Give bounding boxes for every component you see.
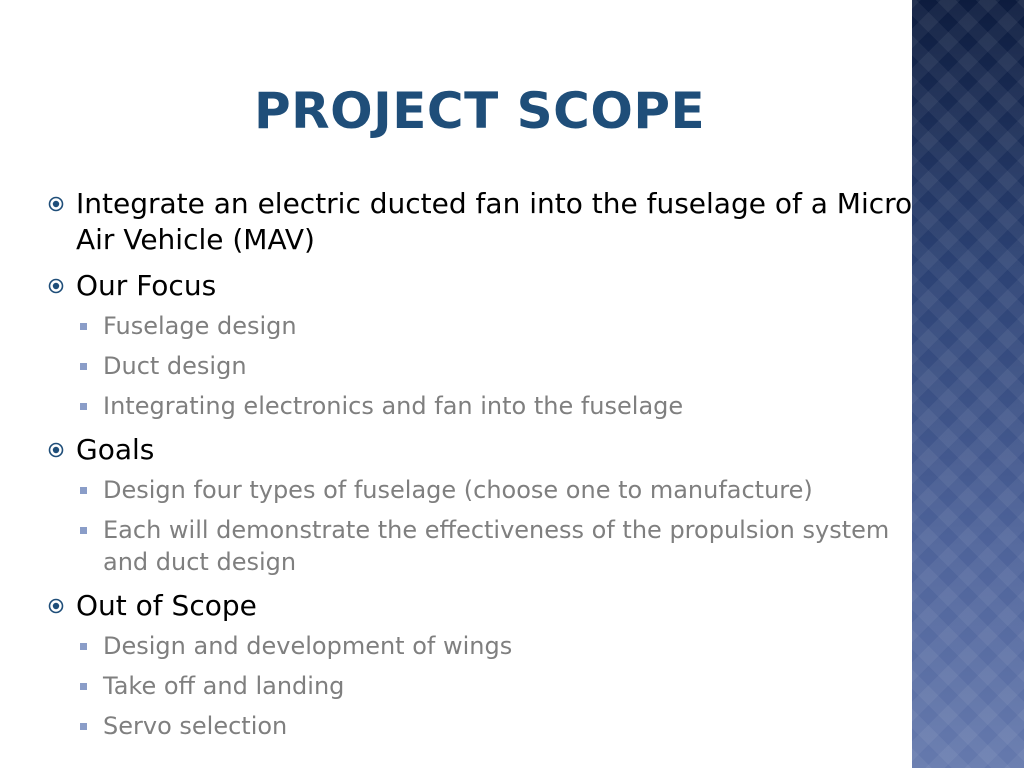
sub-bullet-text: Fuselage design — [103, 312, 297, 340]
circle-bullet-icon — [48, 442, 64, 458]
bullet-list — [46, 186, 916, 742]
sub-bullet-item — [46, 514, 916, 578]
square-bullet-icon — [80, 323, 87, 330]
bullet-item — [46, 588, 916, 624]
bullet-text: Our Focus — [76, 269, 217, 302]
sub-bullet-text: Design and development of wings — [103, 632, 513, 660]
bullet-item — [46, 432, 916, 468]
bullet-text: Out of Scope — [76, 589, 257, 622]
sub-bullet-item — [46, 474, 916, 506]
sub-bullet-text: Design four types of fuselage (choose one to manufacture) — [103, 476, 813, 504]
sub-bullet-item — [46, 710, 916, 742]
bullet-text: Goals — [76, 433, 155, 466]
square-bullet-icon — [80, 363, 87, 370]
square-bullet-icon — [80, 487, 87, 494]
square-bullet-icon — [80, 527, 87, 534]
bullet-item — [46, 268, 916, 304]
sub-bullet-text: Integrating electronics and fan into the fuselage — [103, 392, 684, 420]
sub-bullet-item — [46, 390, 916, 422]
bullet-text: Integrate an electric ducted fan into the fuselage of a Micro Air Vehicle (MAV) — [76, 187, 913, 256]
sub-bullet-item — [46, 310, 916, 342]
sub-bullet-text: Duct design — [103, 352, 247, 380]
sub-bullet-item — [46, 350, 916, 382]
square-bullet-icon — [80, 403, 87, 410]
sub-bullet-text: Take off and landing — [103, 672, 345, 700]
sub-bullet-item — [46, 630, 916, 662]
decorative-side-band — [912, 0, 1024, 768]
sub-bullet-item — [46, 670, 916, 702]
square-bullet-icon — [80, 723, 87, 730]
bullet-item — [46, 186, 916, 258]
circle-bullet-icon — [48, 598, 64, 614]
square-bullet-icon — [80, 683, 87, 690]
circle-bullet-icon — [48, 196, 64, 212]
sub-bullet-text: Servo selection — [103, 712, 288, 740]
square-bullet-icon — [80, 643, 87, 650]
sub-bullet-text: Each will demonstrate the effectiveness of the propulsion system and duct design — [103, 516, 890, 576]
slide-title: PROJECT SCOPE — [254, 82, 706, 140]
circle-bullet-icon — [48, 278, 64, 294]
